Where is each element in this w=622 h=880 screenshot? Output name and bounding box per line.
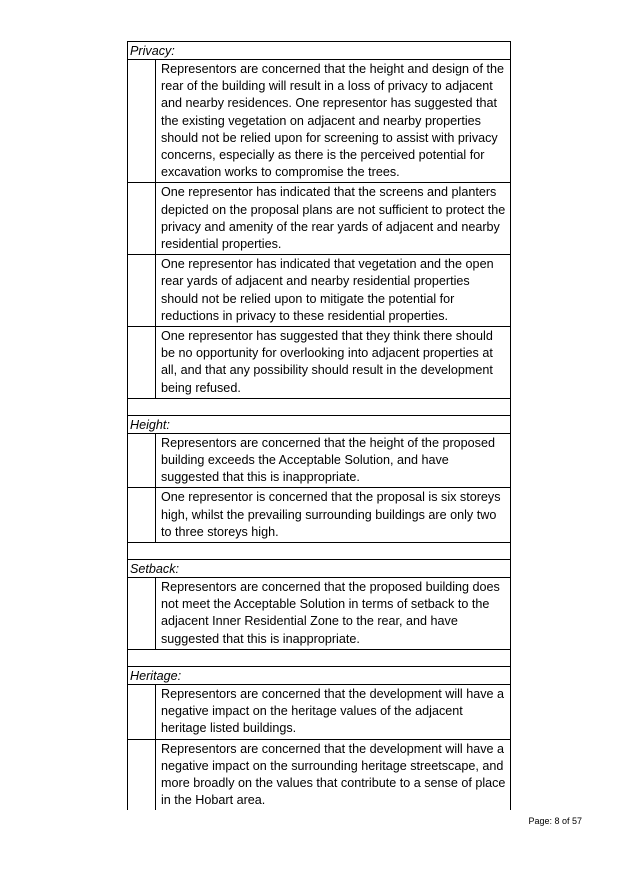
heritage-point-1: Representors are concerned that the development will have a negative impact on the heritage values of the adjacent heritage listed buildings. xyxy=(155,685,510,739)
privacy-point-1: Representors are concerned that the height and design of the rear of the building will result in a loss of privacy to adjacent and nearby residences. One representor has suggested that the existing vegetation on adjacent and nearby properties should not be relied upon for screening to assist with privacy concerns, especially as there is the perceived potential for excavation works to compromise the trees. xyxy=(155,60,510,182)
height-point-2: One representor is concerned that the proposal is six storeys high, whilst the prevailing surrounding buildings are only two to three storeys high. xyxy=(155,488,510,542)
privacy-point-4: One representor has suggested that they think there should be no opportunity for overlooking into adjacent properties at all, and that any possibility should result in the development being refused. xyxy=(155,327,510,398)
section-heading-setback: Setback: xyxy=(128,560,510,578)
spacer-row xyxy=(128,543,510,560)
section-heading-height: Height: xyxy=(128,416,510,434)
heritage-point-2: Representors are concerned that the development will have a negative impact on the surrounding heritage streetscape, and more broadly on the values that contribute to a sense of place in the Hobart area. xyxy=(155,740,510,811)
page-number: Page: 8 of 57 xyxy=(528,816,582,826)
setback-point-1: Representors are concerned that the proposed building does not meet the Acceptable Solution in terms of setback to the adjacent Inner Residential Zone to the rear, and have suggested that this is inappropriate. xyxy=(155,578,510,649)
spacer-row xyxy=(128,399,510,416)
section-heading-privacy: Privacy: xyxy=(128,42,510,60)
privacy-point-2: One representor has indicated that the screens and planters depicted on the proposal plans are not sufficient to protect the privacy and amenity of the rear yards of adjacent and nearby residential properties. xyxy=(155,183,510,254)
height-point-1: Representors are concerned that the height of the proposed building exceeds the Acceptable Solution, and have suggested that this is inappropriate. xyxy=(155,434,510,488)
privacy-point-3: One representor has indicated that vegetation and the open rear yards of adjacent and nearby residential properties should not be relied upon to mitigate the potential for reductions in privacy to these residential properties. xyxy=(155,255,510,326)
section-heading-heritage: Heritage: xyxy=(128,667,510,685)
representations-table xyxy=(127,41,511,810)
spacer-row xyxy=(128,650,510,667)
